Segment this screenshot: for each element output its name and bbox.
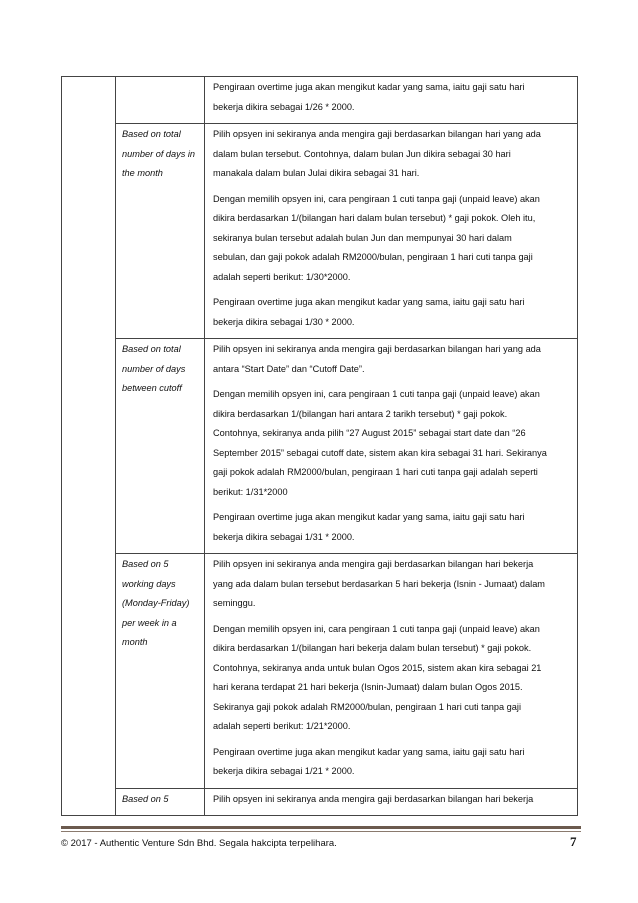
option-title [116, 77, 204, 78]
option-description [205, 339, 577, 553]
table-body [62, 77, 578, 816]
description-paragraph [213, 293, 571, 332]
description-paragraph [213, 125, 571, 184]
description-line: gaji pokok adalah RM2000/bulan, pengiraan 1 hari cuti tanpa gaji adalah seperti [213, 467, 538, 477]
description-line: Pilih opsyen ini sekiranya anda mengira gaji berdasarkan bilangan hari bekerja [213, 559, 534, 569]
description-paragraph [213, 743, 571, 782]
description-line: Contohnya, sekiranya anda pilih “27 August 2015” sebagai start date dan “26 [213, 428, 526, 438]
description-paragraph [213, 620, 571, 737]
footer-divider-thick [61, 826, 581, 829]
option-title-cell [116, 788, 205, 816]
description-line: adalah seperti berikut: 1/21*2000. [213, 721, 351, 731]
description-line: dikira berdasarkan 1/(bilangan hari bekerja dalam bulan tersebut) * gaji pokok. [213, 643, 532, 653]
description-paragraph [213, 190, 571, 288]
description-paragraph [213, 555, 571, 614]
option-title-cell [116, 339, 205, 554]
option-description-cell [205, 339, 578, 554]
option-description-cell [205, 788, 578, 816]
description-line: Pengiraan overtime juga akan mengikut kadar yang sama, iaitu gaji satu hari [213, 82, 525, 92]
option-title-line: month [122, 637, 148, 647]
option-description-cell [205, 124, 578, 339]
option-description-cell [205, 554, 578, 789]
option-title-cell [116, 77, 205, 124]
option-title [116, 124, 204, 184]
option-title-cell [116, 124, 205, 339]
description-paragraph [213, 78, 571, 117]
description-line: Contohnya, sekiranya anda untuk bulan Ogos 2015, sistem akan kira sebagai 21 [213, 662, 542, 673]
table-row [62, 788, 578, 816]
description-line: Pengiraan overtime juga akan mengikut kadar yang sama, iaitu gaji satu hari [213, 297, 525, 307]
option-title [116, 554, 204, 653]
description-paragraph [213, 790, 571, 810]
footer-divider-thin [61, 831, 581, 832]
description-line: bekerja dikira sebagai 1/30 * 2000. [213, 316, 355, 327]
page-number: 7 [570, 834, 577, 849]
option-description [205, 77, 577, 123]
description-line: bekerja dikira sebagai 1/26 * 2000. [213, 101, 355, 112]
description-line: hari kerana terdapat 21 hari bekerja (Isnin-Jumaat) dalam bulan Ogos 2015. [213, 682, 523, 692]
description-line: Pengiraan overtime juga akan mengikut kadar yang sama, iaitu gaji satu hari [213, 512, 525, 522]
description-line: dikira berdasarkan 1/(bilangan hari antara 2 tarikh tersebut) * gaji pokok. [213, 408, 508, 419]
description-line: dalam bulan tersebut. Contohnya, dalam bulan Jun dikira sebagai 30 hari [213, 148, 511, 159]
option-title-line: the month [122, 168, 163, 178]
option-description [205, 554, 577, 788]
footer-copyright: © 2017 - Authentic Venture Sdn Bhd. Segala hakcipta terpelihara. [61, 838, 337, 849]
description-line: Pengiraan overtime juga akan mengikut kadar yang sama, iaitu gaji satu hari [213, 746, 525, 757]
description-line: antara “Start Date” dan “Cutoff Date”. [213, 363, 365, 374]
table-row [62, 124, 578, 339]
description-line: Pilih opsyen ini sekiranya anda mengira gaji berdasarkan bilangan hari yang ada [213, 129, 541, 139]
option-title [116, 789, 204, 810]
description-line: bekerja dikira sebagai 1/31 * 2000. [213, 531, 355, 542]
description-line: yang ada dalam bulan tersebut berdasarkan 5 hari bekerja (Isnin - Jumaat) dalam [213, 578, 545, 589]
description-line: September 2015” sebagai cutoff date, sistem akan kira sebagai 31 hari. Sekiranya [213, 447, 547, 458]
option-title-line: Based on total [122, 344, 181, 354]
option-title-line: number of days [122, 363, 186, 374]
description-line: Sekiranya gaji pokok adalah RM2000/bulan, pengiraan 1 hari cuti tanpa gaji [213, 701, 521, 712]
option-description-cell [205, 77, 578, 124]
table-row [62, 339, 578, 554]
description-paragraph [213, 385, 571, 502]
description-paragraph [213, 340, 571, 379]
description-line: Dengan memilih opsyen ini, cara pengiraan 1 cuti tanpa gaji (unpaid leave) akan [213, 623, 540, 634]
option-description [205, 124, 577, 338]
description-line: sebulan, dan gaji pokok adalah RM2000/bulan, pengiraan 1 hari cuti tanpa gaji [213, 252, 533, 262]
description-line: sekiranya bulan tersebut adalah bulan Jun dan mempunyai 30 hari dalam [213, 232, 512, 243]
table-row [62, 77, 578, 124]
option-title-line: Based on 5 [122, 793, 169, 804]
option-title-cell [116, 554, 205, 789]
description-line: adalah seperti berikut: 1/30*2000. [213, 271, 351, 282]
description-line: Pilih opsyen ini sekiranya anda mengira gaji berdasarkan bilangan hari yang ada [213, 344, 541, 354]
option-title-line: working days [122, 578, 176, 589]
description-paragraph [213, 508, 571, 547]
content-table [61, 76, 578, 816]
description-line: berikut: 1/31*2000 [213, 486, 288, 497]
option-title-line: Based on total [122, 129, 181, 139]
option-title-line: Based on 5 [122, 559, 169, 569]
option-title-line: number of days in [122, 148, 196, 159]
description-line: Pilih opsyen ini sekiranya anda mengira gaji berdasarkan bilangan hari bekerja [213, 793, 534, 804]
option-title-line: per week in a [122, 617, 177, 628]
description-line: Dengan memilih opsyen ini, cara pengiraan 1 cuti tanpa gaji (unpaid leave) akan [213, 193, 540, 204]
description-line: bekerja dikira sebagai 1/21 * 2000. [213, 766, 355, 776]
description-line: Dengan memilih opsyen ini, cara pengiraan 1 cuti tanpa gaji (unpaid leave) akan [213, 389, 540, 399]
description-line: dikira berdasarkan 1/(bilangan hari dalam bulan tersebut) * gaji pokok. Oleh itu, [213, 213, 536, 223]
description-line: seminggu. [213, 598, 256, 608]
description-line: manakala dalam bulan Julai dikira sebagai 31 hari. [213, 168, 420, 178]
option-title [116, 339, 204, 399]
option-description [205, 789, 577, 816]
option-title-line: between cutoff [122, 383, 182, 393]
table-row [62, 554, 578, 789]
option-title-line: (Monday-Friday) [122, 598, 190, 608]
left-margin-cell [62, 77, 116, 816]
